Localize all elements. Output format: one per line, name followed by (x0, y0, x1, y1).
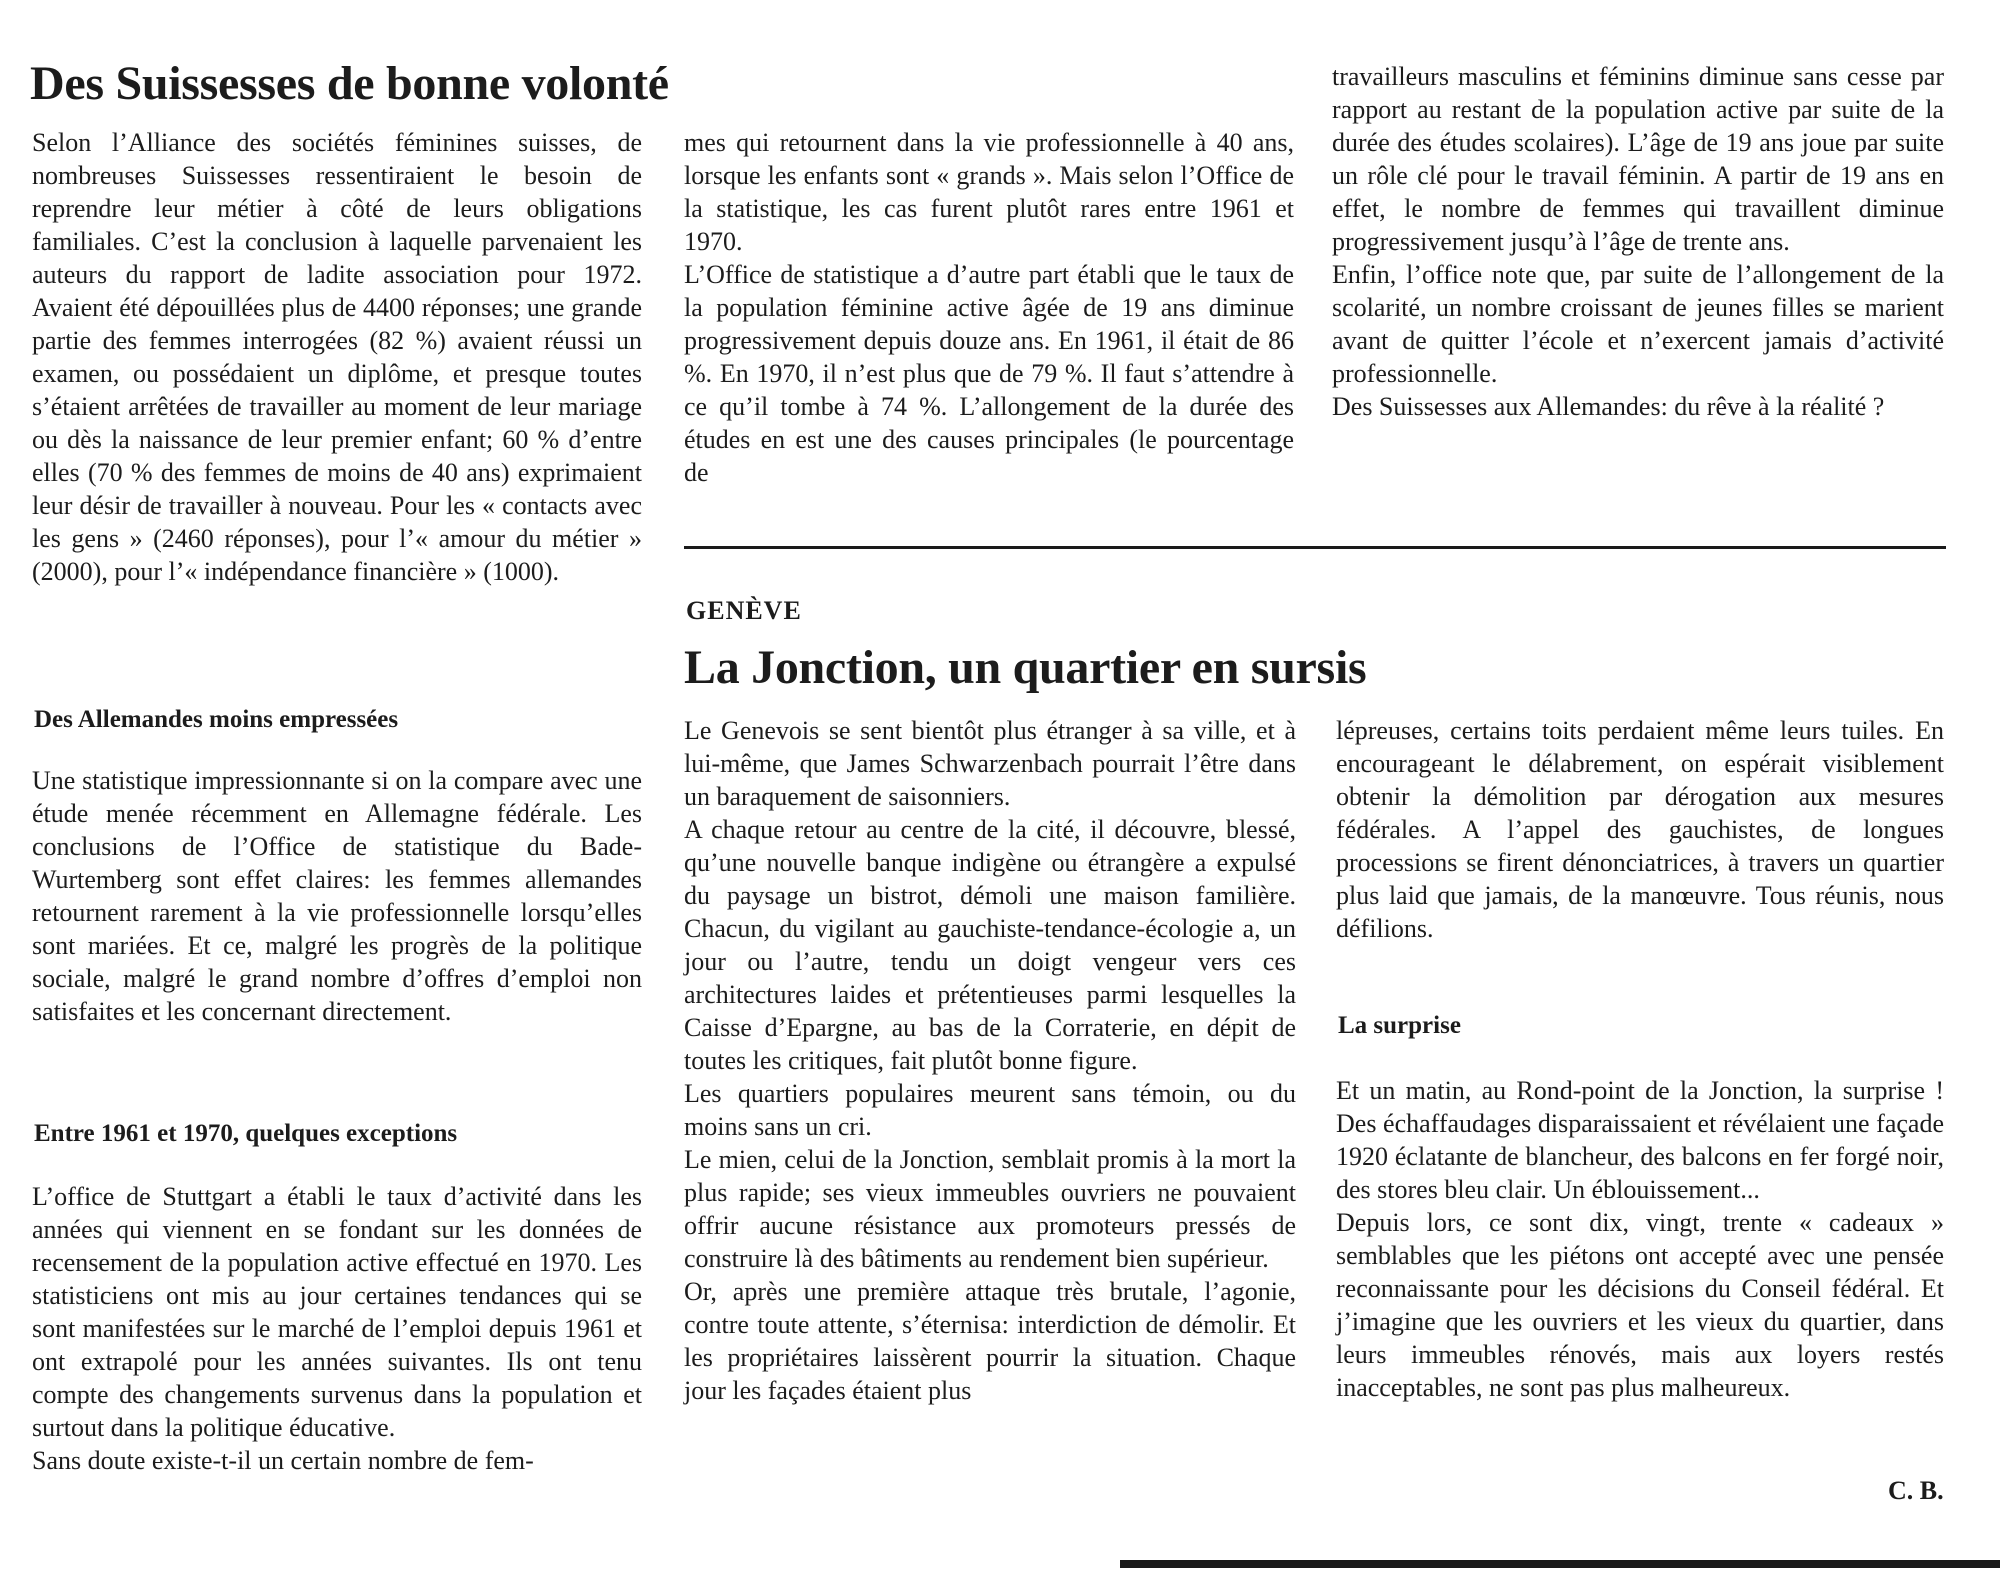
article1-column-3 (1332, 60, 1944, 423)
article2-column-3-section-2 (1336, 1074, 1944, 1404)
article2-column-2 (684, 714, 1296, 1407)
article1-subhead-exceptions: Entre 1961 et 1970, quelques exceptions (34, 1120, 458, 1147)
article1-column-1-section-2 (32, 764, 642, 1028)
paragraph: L’office de Stuttgart a établi le taux d’activité dans les années qui viennent en se fondant sur les données de recensement de la population active effectué en 1970. Les statisticiens ont mis au jour certaines tendances qui se sont manifestées sur le marché de l’emploi depuis 1961 et ont extrapolé pour les années suivantes. Ils ont tenu compte des changements survenus dans la population et surtout dans la politique éducative. (32, 1182, 642, 1442)
paragraph: Enfin, l’office note que, par suite de l’allongement de la scolarité, un nombre croissant de jeunes filles se marient avant de quitter l’école et n’exercent jamais d’activité professionnelle. (1332, 260, 1944, 388)
paragraph: lépreuses, certains toits perdaient même leurs tuiles. En encourageant le délabrement, on espérait visiblement obtenir la démolition par dérogation aux mesures fédérales. A l’appel des gauchistes, de longues processions se firent dénonciatrices, à travers un quartier plus laid que jamais, de la manœuvre. Tous réunis, nous défilions. (1336, 716, 1944, 943)
article2-signature: C. B. (1888, 1476, 1944, 1505)
paragraph: Le Genevois se sent bientôt plus étranger à sa ville, et à lui-même, que James Schwarzenbach pourrait l’être dans un baraquement de saisonniers. (684, 716, 1296, 811)
article2-subhead-surprise: La surprise (1338, 1012, 1461, 1039)
paragraph: mes qui retournent dans la vie professionnelle à 40 ans, lorsque les enfants sont « grands ». Mais selon l’Office de la statistique, les cas furent plutôt rares entre 1961 et 1970. (684, 128, 1294, 256)
article1-column-1-section-3 (32, 1180, 642, 1477)
paragraph: Or, après une première attaque très brutale, l’agonie, contre toute attente, s’éternisa: interdiction de démolir. Et les propriétaires laissèrent pourrir la situation. Chaque jour les façades étaient plus (684, 1277, 1296, 1405)
paragraph: Des Suissesses aux Allemandes: du rêve à la réalité ? (1332, 392, 1885, 421)
article2-headline: La Jonction, un quartier en sursis (684, 641, 1367, 694)
paragraph: Une statistique impressionnante si on la compare avec une étude menée récemment en Allemagne fédérale. Les conclusions de l’Office de statistique du Bade-Wurtemberg sont effet claires: les femmes allemandes retournent rarement à la vie professionnelle lorsqu’elles sont mariées. Et ce, malgré les progrès de la politique sociale, malgré le grand nombre d’offres d’emploi non satisfaites et les concernant directement. (32, 766, 642, 1026)
article2-kicker-geneve: GENÈVE (686, 596, 802, 625)
article1-subhead-allemandes: Des Allemandes moins empressées (34, 706, 399, 733)
paragraph: Et un matin, au Rond-point de la Jonction, la surprise ! Des échaffaudages disparaissaient et révélaient une façade 1920 éclatante de blancheur, des balcons en fer forgé noir, des stores bleu clair. Un éblouissement... (1336, 1076, 1944, 1204)
paragraph: travailleurs masculins et féminins diminue sans cesse par rapport au restant de la population active par suite de la durée des études scolaires). L’âge de 19 ans joue par suite un rôle clé pour le travail féminin. A partir de 19 ans en effet, le nombre de femmes qui travaillent diminue progressivement jusqu’à l’âge de trente ans. (1332, 62, 1944, 256)
article-divider-rule (684, 546, 1946, 549)
article1-headline: Des Suissesses de bonne volonté (30, 57, 669, 110)
paragraph: Les quartiers populaires meurent sans témoin, ou du moins sans un cri. (684, 1079, 1296, 1141)
article1-column-2 (684, 126, 1294, 489)
paragraph: A chaque retour au centre de la cité, il découvre, blessé, qu’une nouvelle banque indigène ou étrangère a expulsé du paysage un bistrot, démoli une maison familière. Chacun, du vigilant au gauchiste-tendance-écologie a, un jour ou l’autre, tendu un doigt vengeur vers ces architectures laides et prétentieuses parmi lesquelles la Caisse d’Epargne, au bas de la Corraterie, en dépit de toutes les critiques, fait plutôt bonne figure. (684, 815, 1296, 1075)
article2-column-3 (1336, 714, 1944, 945)
paragraph: Le mien, celui de la Jonction, semblait promis à la mort la plus rapide; ses vieux immeubles ouvriers ne pouvaient offrir aucune résistance aux promoteurs pressés de construire là des bâtiments au rendement bien supérieur. (684, 1145, 1296, 1273)
paragraph: Sans doute existe-t-il un certain nombre de fem- (32, 1446, 534, 1475)
article1-column-1-intro (32, 126, 642, 588)
paragraph: Selon l’Alliance des sociétés féminines suisses, de nombreuses Suissesses ressentiraient le besoin de reprendre leur métier à côté de leurs obligations familiales. C’est la conclusion à laquelle parvenaient les auteurs du rapport de ladite association pour 1972. Avaient été dépouillées plus de 4400 réponses; une grande partie des femmes interrogées (82 %) avaient réussi un examen, ou possédaient un diplôme, et presque toutes s’étaient arrêtées de travailler au moment de leur mariage ou dès la naissance de leur premier enfant; 60 % d’entre elles (70 % des femmes de moins de 40 ans) exprimaient leur désir de travailler à nouveau. Pour les « contacts avec les gens » (2460 réponses), pour l’« amour du métier » (2000), pour l’« indépendance financière » (1000). (32, 128, 642, 586)
page-bottom-rule (1120, 1560, 2000, 1568)
paragraph: L’Office de statistique a d’autre part établi que le taux de la population féminine active âgée de 19 ans diminue progressivement depuis douze ans. En 1961, il était de 86 %. En 1970, il n’est plus que de 79 %. Il faut s’attendre à ce qu’il tombe à 74 %. L’allongement de la durée des études en est une des causes principales (le pourcentage de (684, 260, 1294, 487)
paragraph: Depuis lors, ce sont dix, vingt, trente « cadeaux » semblables que les piétons ont accepté avec une pensée reconnaissante pour les décisions du Conseil fédéral. Et j’imagine que les ouvriers et les vieux du quartier, dans leurs immeubles rénovés, mais aux loyers restés inacceptables, ne sont pas plus malheureux. (1336, 1208, 1944, 1402)
